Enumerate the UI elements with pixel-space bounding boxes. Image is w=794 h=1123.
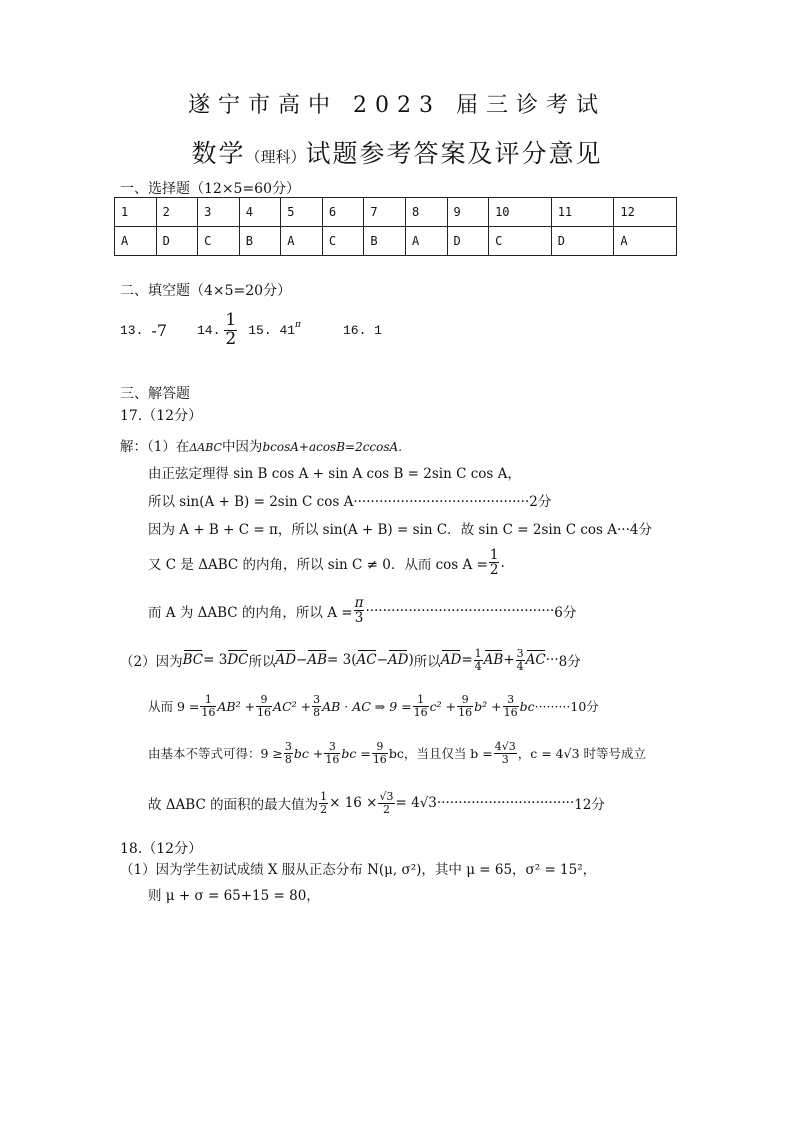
q14-answer: [224, 309, 237, 349]
fraction-numerator: 1: [320, 790, 328, 803]
q17-line-8: [148, 694, 599, 718]
text: 所以: [248, 654, 276, 671]
table-cell: 9: [447, 198, 489, 227]
fraction-denominator: 4: [474, 659, 482, 673]
fraction-denominator: 8: [313, 705, 321, 719]
fraction: [354, 596, 365, 625]
section-fill-heading: 二、填空题（4×5=20分）: [120, 283, 292, 299]
score: 2分: [529, 494, 552, 510]
document-title: 遂宁市高中 2023 届三诊考试: [188, 93, 606, 118]
text: 故 ΔABC 的面积的最大值为: [148, 797, 319, 814]
fraction: [324, 741, 340, 765]
text: bc: [519, 698, 535, 714]
leader-dots: ···: [545, 652, 559, 669]
fraction-denominator: 16: [413, 705, 428, 719]
fraction: [284, 741, 293, 765]
fraction-denominator: 8: [284, 752, 292, 766]
score: 6分: [554, 604, 577, 621]
q15-answer: 15. 41: [248, 322, 296, 338]
text: ): [408, 652, 414, 669]
fraction: [312, 694, 321, 718]
fraction: [489, 548, 500, 577]
text: 而 A 为 ΔABC 的内角，所以 A =: [148, 604, 353, 621]
q17-line-10: [148, 791, 605, 815]
triangle-name: ΔABC: [189, 441, 222, 454]
text: 中因为: [221, 439, 263, 455]
text: bc，当且仅当 b =: [388, 746, 493, 762]
table-cell: C: [198, 227, 240, 256]
fraction-numerator: 3: [313, 693, 321, 706]
table-cell: 8: [405, 198, 447, 227]
table-cell: 7: [364, 198, 406, 227]
vector: AD: [387, 652, 409, 669]
table-cell: 11: [551, 198, 614, 227]
fraction: [516, 648, 525, 672]
table-cell: 3: [198, 198, 240, 227]
fraction-numerator: 9: [256, 694, 272, 707]
choice-answer-table: [114, 197, 677, 256]
vector: BC: [182, 652, 204, 669]
table-cell: C: [489, 227, 552, 256]
fraction: [256, 694, 272, 718]
fraction: [494, 741, 517, 765]
text: 又 C 是 ΔABC 的内角，所以 sin C ≠ 0．从而 cos A =: [148, 556, 488, 573]
fraction: [474, 648, 483, 672]
text: −: [296, 652, 308, 669]
text: AB · AC ⇒ 9 =: [322, 698, 412, 714]
text: 所以: [413, 654, 441, 671]
fraction-numerator: 1: [489, 547, 499, 563]
text: AB² +: [217, 698, 256, 714]
table-cell: 10: [489, 198, 552, 227]
score: 8分: [558, 654, 581, 671]
table-cell: D: [551, 227, 614, 256]
vector: AC: [525, 652, 546, 669]
fraction-numerator: 1: [474, 647, 482, 660]
table-cell: A: [115, 227, 157, 256]
text: = 3(: [327, 652, 357, 669]
q17-line-9: [148, 741, 646, 765]
fraction-denominator: 4: [516, 659, 524, 673]
section-solve-heading: 三、解答题: [120, 386, 190, 402]
text: 由基本不等式可得：9 ≥: [148, 746, 283, 762]
vector: AB: [483, 652, 504, 669]
q13-answer: -7: [151, 320, 167, 340]
vector: AD: [275, 652, 297, 669]
fraction: [503, 694, 519, 718]
fraction-numerator: 3: [284, 740, 292, 753]
text: .: [500, 554, 505, 571]
text: =: [461, 652, 473, 669]
q17-line-4: [148, 518, 652, 538]
text: bc =: [341, 745, 371, 761]
score: 10分: [570, 699, 599, 715]
document-subtitle: [0, 134, 794, 170]
section-choice-heading: 一、选择题（12×5=60分）: [120, 181, 300, 197]
q18-line-2: 则 μ + σ = 65+15 = 80，: [148, 888, 320, 904]
fraction: [200, 694, 216, 718]
table-cell: D: [156, 227, 198, 256]
text: AC² +: [273, 698, 312, 714]
text: = 3: [203, 652, 228, 669]
subtitle-rest: 试题参考答案及评分意见: [305, 139, 603, 168]
text: = 4√3: [395, 795, 437, 812]
fraction-denominator: 2: [320, 802, 328, 816]
subtitle-subject: 数学: [191, 139, 246, 168]
fraction-numerator: 3: [324, 741, 340, 754]
score: 4分: [629, 522, 652, 538]
equation: bcosA+acosB=2ccosA.: [262, 440, 403, 454]
leader-dots: ································: [436, 795, 575, 812]
fraction: [457, 694, 473, 718]
q18-line-1: （1）因为学生初试成绩 X 服从正态分布 N(μ, σ²)，其中 μ = 65，σ² = 15²，: [120, 862, 597, 878]
fraction-numerator: π: [354, 595, 364, 611]
fraction-denominator: 2: [225, 328, 237, 349]
fraction: [319, 791, 328, 815]
q17-heading: 17.（12分）: [120, 408, 203, 424]
fraction-numerator: 3: [503, 694, 519, 707]
table-cell: 4: [239, 198, 281, 227]
q17-line-5: [148, 548, 505, 577]
fraction-numerator: 9: [457, 694, 473, 707]
fraction-denominator: 16: [503, 705, 518, 719]
text: 解：（1）在: [120, 439, 190, 455]
fraction-denominator: 3: [354, 610, 364, 627]
text: b² +: [474, 698, 502, 714]
fraction-denominator: 16: [372, 752, 387, 766]
q18-heading: 18.（12分）: [120, 841, 203, 857]
fraction-denominator: 2: [489, 562, 499, 579]
fraction-numerator: 1: [225, 309, 237, 330]
leader-dots: ···: [616, 522, 630, 538]
text: +: [503, 652, 515, 669]
q17-line-2: 由正弦定理得 sin B cos A + sin A cos B = 2sin C cos A，: [148, 466, 521, 482]
q16-answer: 16. 1: [342, 322, 382, 338]
fraction-numerator: 4√3: [494, 740, 516, 753]
table-cell: D: [447, 227, 489, 256]
text: c² +: [429, 698, 457, 714]
subtitle-track: （理科）: [245, 148, 306, 166]
q13-label: 13.: [120, 322, 144, 338]
fraction-denominator: 16: [201, 705, 216, 719]
table-cell: A: [281, 227, 323, 256]
table-cell: 1: [115, 198, 157, 227]
table-cell: B: [239, 227, 281, 256]
fraction-denominator: 3: [501, 752, 509, 766]
table-row-answers: [115, 227, 677, 256]
fraction-denominator: 16: [325, 752, 340, 766]
text: bc +: [293, 745, 324, 761]
text: ，c = 4√3 时等号成立: [517, 746, 647, 762]
vector: AB: [307, 652, 328, 669]
fraction: [372, 741, 388, 765]
leader-dots: ············································: [365, 602, 555, 619]
table-cell: 5: [281, 198, 323, 227]
table-cell: 12: [614, 198, 677, 227]
table-cell: A: [405, 227, 447, 256]
pi-symbol: π: [295, 320, 301, 330]
leader-dots: ·········: [534, 698, 571, 714]
q17-line-6: [148, 596, 576, 625]
leader-dots: ·········································: [353, 494, 530, 510]
q17-part2-line: [120, 648, 581, 672]
q17-line-1: [120, 435, 402, 455]
text: 因为 A + B + C = π，所以 sin(A + B) = sin C．故 sin C = 2sin C cos A: [148, 522, 617, 538]
fraction-numerator: 9: [372, 741, 388, 754]
table-cell: B: [364, 227, 406, 256]
table-cell: 6: [322, 198, 364, 227]
text: 所以 sin(A + B) = 2sin C cos A: [148, 494, 354, 510]
vector: AD: [440, 652, 462, 669]
fraction: [378, 791, 394, 815]
text: × 16 ×: [329, 795, 378, 812]
vector: AC: [356, 652, 377, 669]
fraction: [413, 694, 429, 718]
table-cell: A: [614, 227, 677, 256]
text: （2）因为: [120, 654, 183, 671]
text: 从而 9 =: [148, 699, 200, 715]
q17-line-3: [148, 490, 551, 510]
fill-answers-line: [120, 308, 382, 352]
fraction-numerator: 1: [200, 694, 216, 707]
table-cell: C: [322, 227, 364, 256]
fraction-numerator: 1: [413, 694, 429, 707]
fraction-denominator: 2: [382, 802, 390, 816]
q14-label: 14.: [197, 322, 221, 338]
fraction-numerator: √3: [379, 790, 394, 803]
table-row-numbers: [115, 198, 677, 227]
text: −: [376, 652, 388, 669]
fraction-numerator: 3: [516, 647, 524, 660]
vector: DC: [227, 652, 249, 669]
fraction-denominator: 16: [257, 705, 272, 719]
fraction-denominator: 16: [458, 705, 473, 719]
score: 12分: [574, 797, 605, 814]
table-cell: 2: [156, 198, 198, 227]
